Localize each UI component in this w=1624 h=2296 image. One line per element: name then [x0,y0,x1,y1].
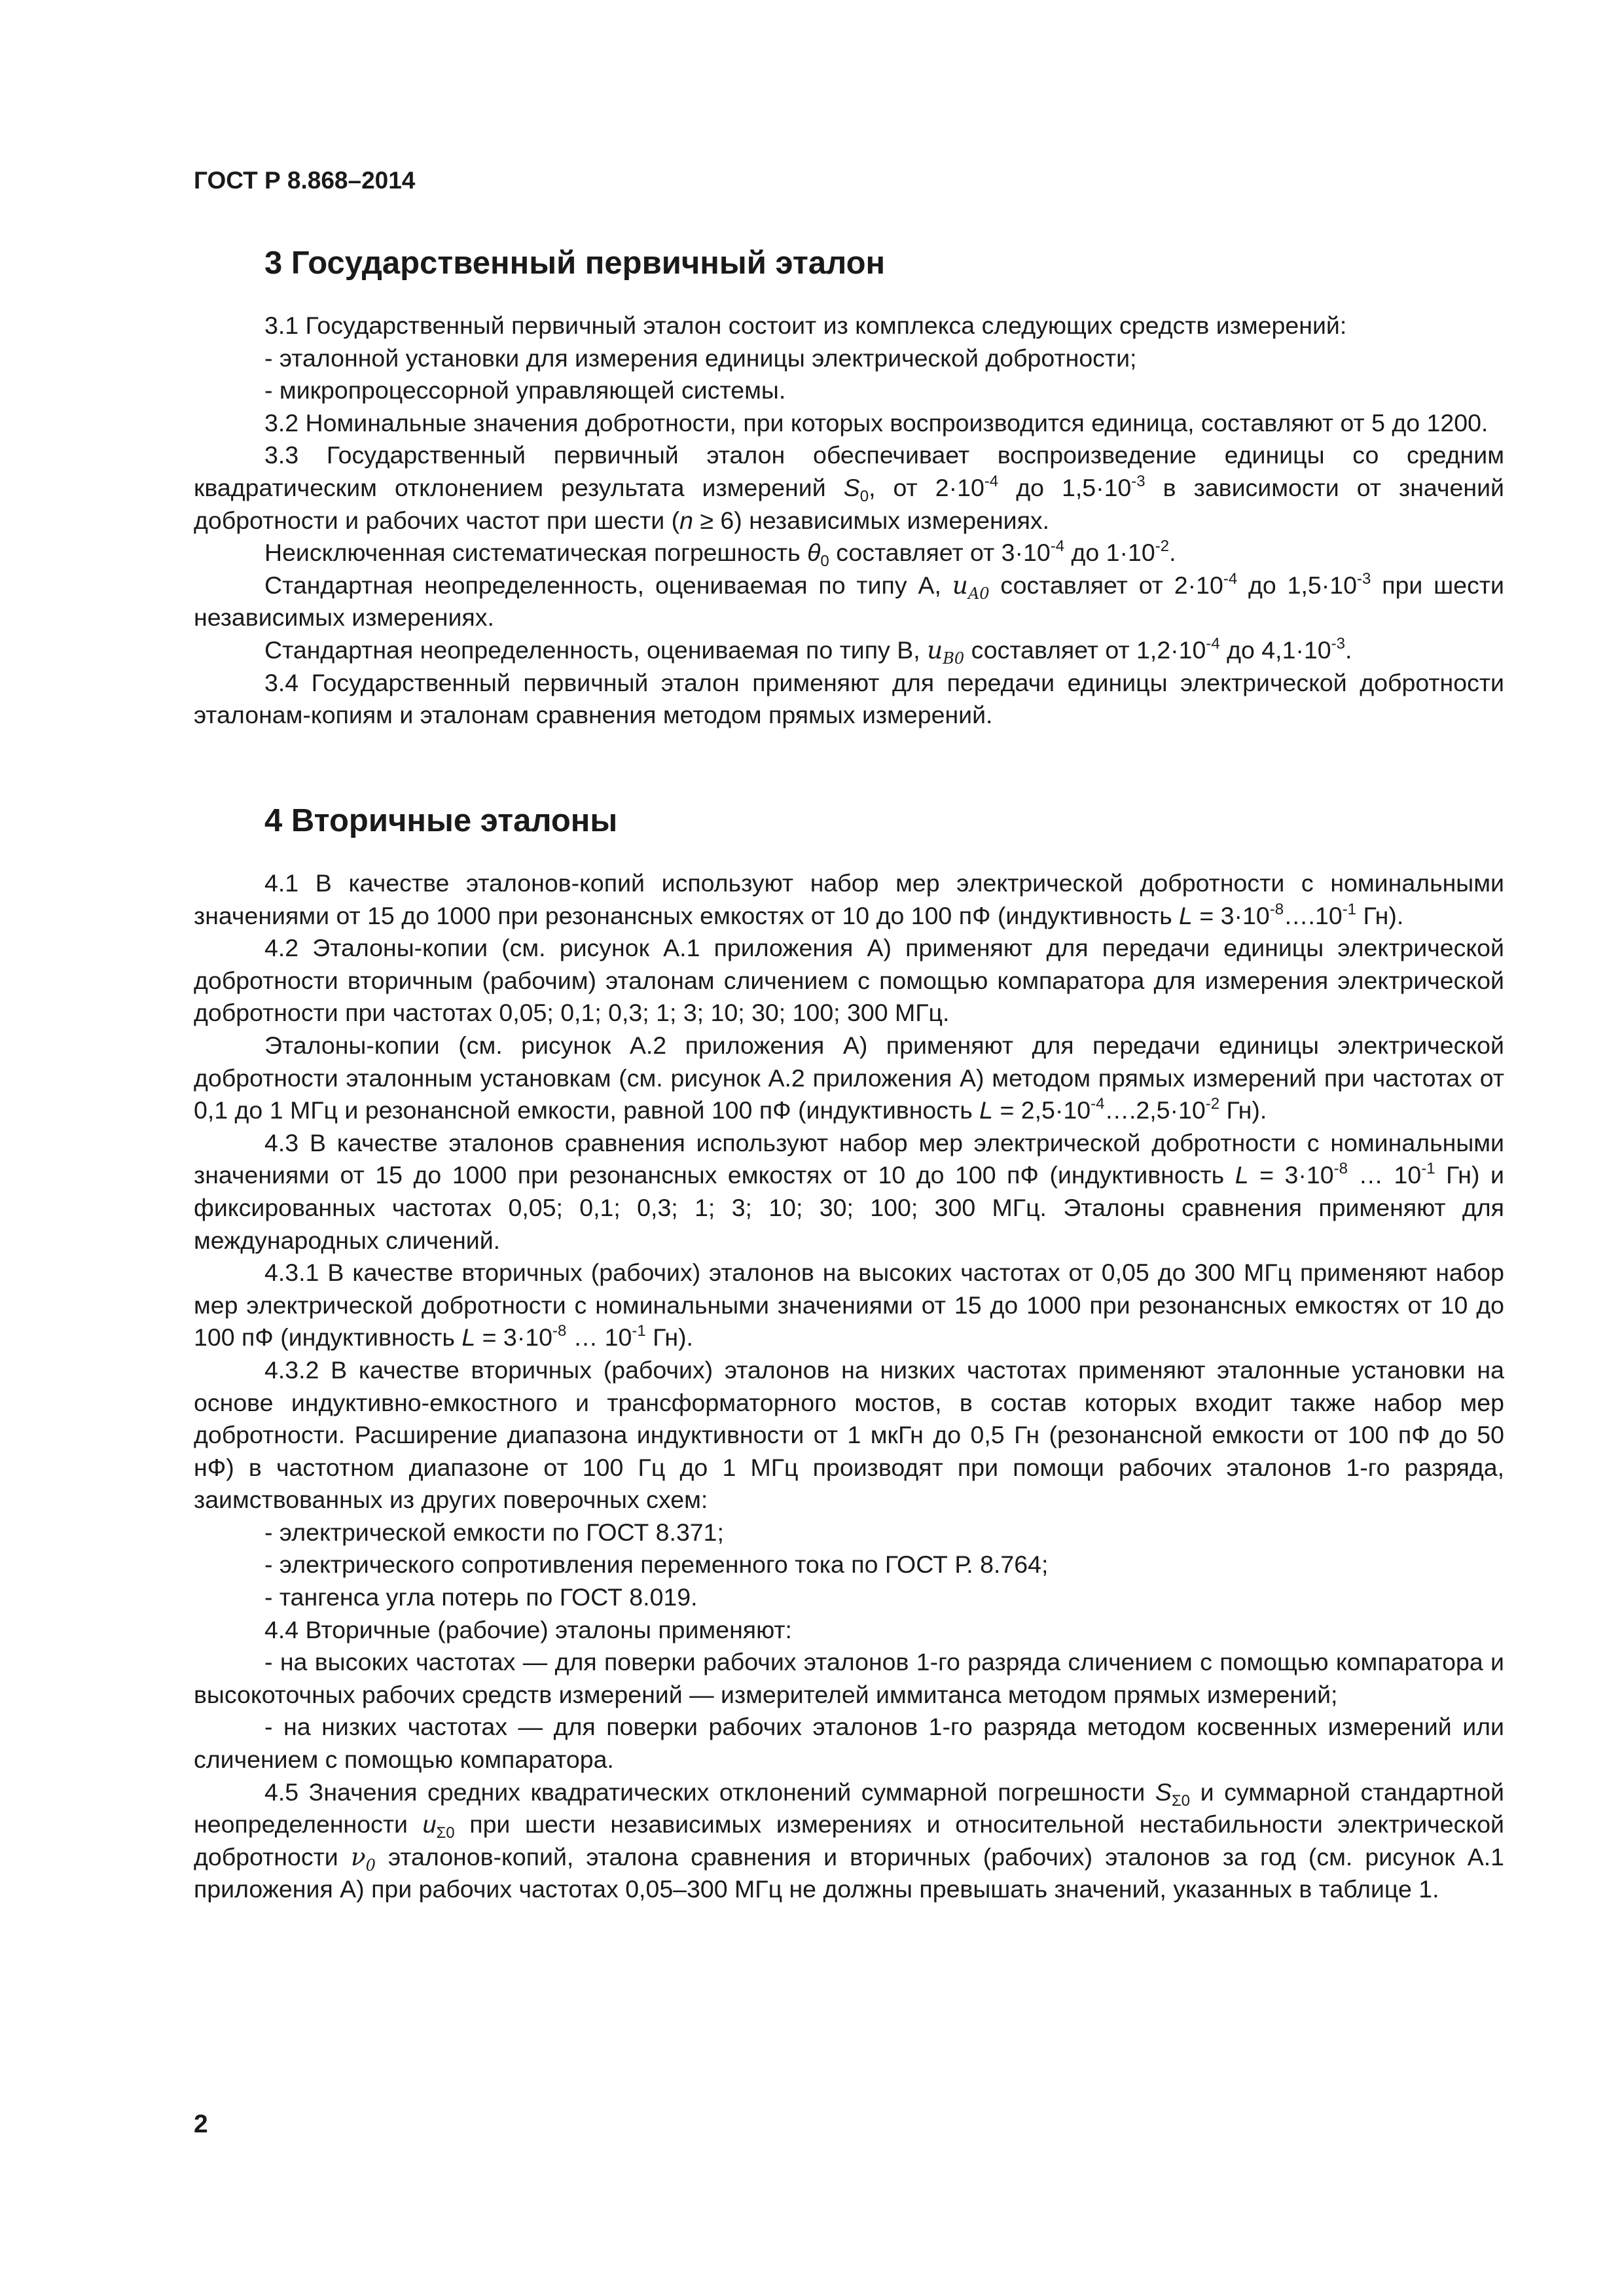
page-number: 2 [194,2110,208,2138]
list-item: - на низких частотах — для поверки рабочих эталонов 1-го разряда методом косвенных измерений или сличением с помощью компаратора. [194,1713,1504,1774]
paragraph-3-3-type-a: Стандартная неопределенность, оцениваемая по типу А, $u_{A0}$ составляет от $2\cdot 10^{-4}$ до $1,5\cdot 10^{-3}$ при шести независимых измерениях. [194,569,1504,632]
section-3-title: 3 Государственный первичный эталон [264,245,886,281]
paragraph-4-2-b: Эталоны-копии (см. рисунок А.2 приложения А) применяют для передачи единицы электрической добротности эталонным установкам (см. рисунок А.2 приложения А) методом прямых измерений при частотах от 0,1 до 1 МГц и резонансной емкости, равной 100 пФ (индуктивность $L = 2,5\cdot 10^{-4}\dots.2,5\cdot 10^{-2}$ Гн). [194,1031,1504,1124]
list-item: - микропроцессорной управляющей системы. [264,376,786,404]
paragraph-4-1: 4.1 В качестве эталонов-копий используют набор мер электрической добротности с номинальными значениями от 15 до 1000 при резонансных емкостях от 10 до 100 пФ (индуктивность $L = 3\cdot 10^{-8}\dots.10^{-1}$ Гн). [194,869,1504,929]
document-code: ГОСТ Р 8.868–2014 [194,167,416,194]
paragraph-4-3-2: 4.3.2 В качестве вторичных (рабочих) эталонов на низких частотах применяют эталонные установки на основе индуктивно-емкостного и трансформаторного мостов, в состав которых входит также набор мер добротности. Расширение диапазона индуктивности от 1 мкГн до 0,5 Гн (резонансной емкости от 100 пФ до 50 нФ) в частотном диапазоне от 100 Гц до 1 МГц производят при помощи рабочих эталонов 1-го разряда, заимствованных из других поверочных схем: [194,1355,1504,1514]
section-4-title: 4 Вторичные эталоны [264,803,618,838]
section-4-body [194,867,1504,1906]
paragraph-3-3-type-b: Стандартная неопределенность, оцениваемая по типу В, $u_{B0}$ составляет от $1,2\cdot 10^{-4}$ до $4,1\cdot 10^{-3}$. [264,634,1352,668]
document-page [194,0,1504,2296]
paragraph-3-1: 3.1 Государственный первичный эталон состоит из комплекса следующих средств измерений: [264,312,1347,339]
paragraph-3-3: 3.3 Государственный первичный эталон обеспечивает воспроизведение единицы со средним квадратическим отклонением результата измерений $S_0$, от $2\cdot 10^{-4}$ до $1,5\cdot 10^{-3}$ в зависимости от значений добротности и рабочих частот при шести (n ≥ 6) независимых измерениях. [194,441,1504,534]
section-3-body [194,310,1504,732]
paragraph-4-3: 4.3 В качестве эталонов сравнения используют набор мер электрической добротности с номинальными значениями от 15 до 1000 при резонансных емкостях от 10 до 100 пФ (индуктивность $L = 3\cdot 10^{-8}$ … $10^{-1}$ Гн) и фиксированных частотах 0,05; 0,1; 0,3; 1; 3; 10; 30; 100; 300 МГц. Эталоны сравнения применяют для международных сличений. [194,1128,1504,1254]
list-item: - электрического сопротивления переменного тока по ГОСТ Р. 8.764; [264,1551,1049,1579]
paragraph-4-5: 4.5 Значения средних квадратических отклонений суммарной погрешности $S_{\Sigma 0}$ и суммарной стандартной неопределенности $u_{\Sigma 0}$ при шести независимых измерениях и относительной нестабильности электрической добротности $\nu_0$ эталонов-копий, эталона сравнения и вторичных (рабочих) эталонов за год (см. рисунок А.1 приложения А) при рабочих частотах 0,05–300 МГц не должны превышать значений, указанных в таблице 1. [194,1778,1505,1903]
paragraph-4-4: 4.4 Вторичные (рабочие) эталоны применяют: [264,1615,792,1643]
list-item: - электрической емкости по ГОСТ 8.371; [264,1518,724,1546]
paragraph-4-2: 4.2 Эталоны-копии (см. рисунок А.1 приложения А) применяют для передачи единицы электрической добротности вторичным (рабочим) эталонам сличением с помощью компаратора для измерения электрической добротности при частотах 0,05; 0,1; 0,3; 1; 3; 10; 30; 100; 300 МГц. [194,934,1504,1027]
paragraph-4-3-1: 4.3.1 В качестве вторичных (рабочих) эталонов на высоких частотах от 0,05 до 300 МГц применяют набор мер электрической добротности с номинальными значениями от 15 до 1000 при резонансных емкостях от 10 до 100 пФ (индуктивность $L = 3\cdot 10^{-8}$ … $10^{-1}$ Гн). [194,1259,1504,1352]
list-item: - тангенса угла потерь по ГОСТ 8.019. [264,1583,698,1611]
paragraph-3-3-bias: Неисключенная систематическая погрешность $\theta_0$ составляет от $3\cdot 10^{-4}$ до $1\cdot 10^{-2}$. [264,537,1176,571]
list-item: - на высоких частотах — для поверки рабочих эталонов 1-го разряда сличением с помощью компаратора и высокоточных рабочих средств измерений — измерителей иммитанса методом прямых измерений; [194,1648,1504,1708]
list-item: - эталонной установки для измерения единицы электрической добротности; [264,344,1137,372]
paragraph-3-2: 3.2 Номинальные значения добротности, при которых воспроизводится единица, составляют от 5 до 1200. [264,408,1489,437]
paragraph-3-4: 3.4 Государственный первичный эталон применяют для передачи единицы электрической добротности эталонам-копиям и эталонам сравнения методом прямых измерений. [194,668,1504,729]
